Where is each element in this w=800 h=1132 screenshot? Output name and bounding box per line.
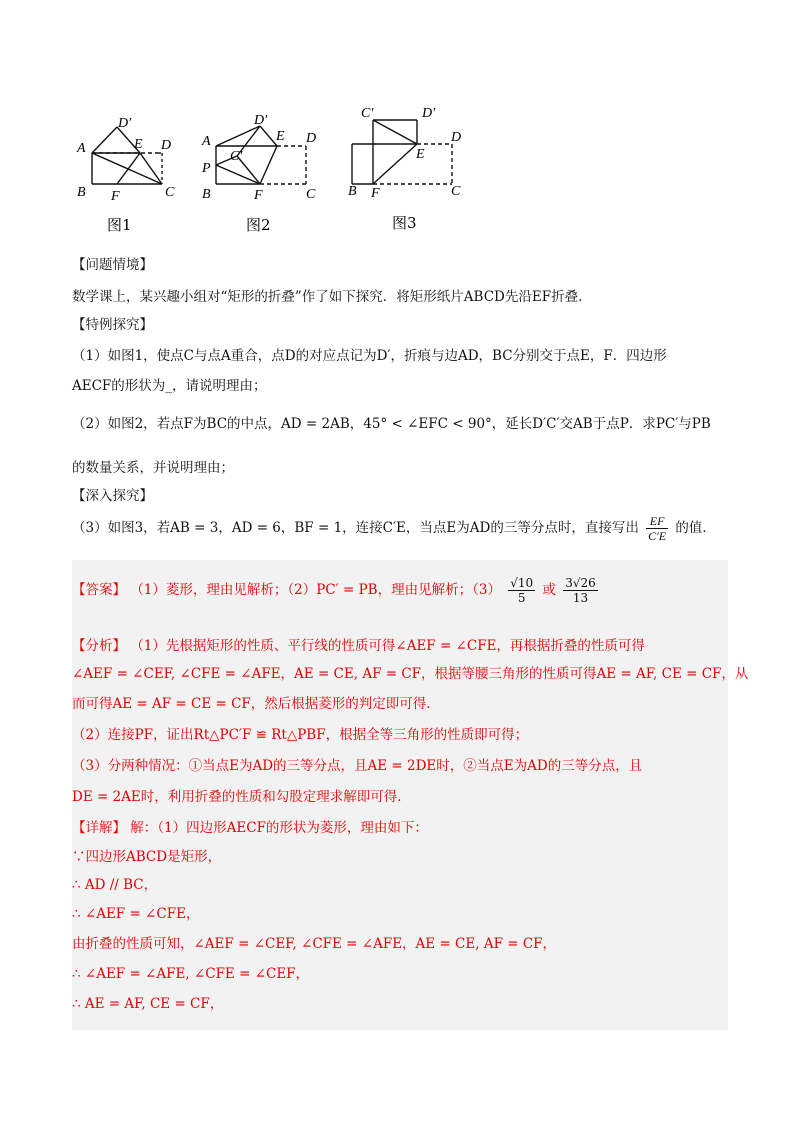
figure-1 (92, 127, 162, 184)
analysis-text-1: （1）先根据矩形的性质、平行线的性质可得∠AEF = ∠CFE，再根据折叠的性质可得 (130, 638, 645, 654)
detail-line-1 (72, 816, 428, 836)
fig1-label-A: A (77, 141, 86, 156)
fig3-label-Cprime: C′ (361, 106, 374, 121)
section-deep: 【深入探究】 (72, 488, 153, 504)
fig2-label-B: B (202, 187, 211, 202)
detail-line-7: ∴ AE = AF, CE = CF， (72, 996, 224, 1012)
detail-line-5: 由折叠的性质可知，∠AEF = ∠CEF, ∠CFE = ∠AFE，AE = CE, AF = CF， (72, 936, 557, 952)
detail-line-4: ∴ ∠AEF = ∠CFE， (72, 906, 200, 922)
question-3-line (72, 514, 716, 543)
fig1-label-D: D (161, 138, 172, 153)
analysis-label: 【分析】 (72, 638, 126, 654)
fig3-label-Dprime: D′ (422, 106, 436, 121)
answer-fraction-2 (563, 576, 598, 605)
answer-fraction-2-den: 13 (572, 591, 589, 605)
fig2-caption: 图2 (246, 216, 271, 234)
fig1-label-B: B (77, 185, 86, 200)
fig2-label-D: D (306, 131, 317, 146)
answer-line (72, 576, 601, 605)
fig1-label-Dprime: D′ (118, 116, 132, 131)
detail-line-6: ∴ ∠AEF = ∠AFE, ∠CFE = ∠CEF， (72, 966, 310, 982)
geometry-figures (70, 100, 470, 240)
question-3-fraction-num: EF (646, 514, 668, 529)
fig2-label-E: E (276, 129, 285, 144)
intro-text: 数学课上，某兴趣小组对“矩形的折叠”作了如下探究．将矩形纸片ABCD先沿EF折叠． (72, 289, 592, 305)
detail-line-2: ∵四边形ABCD是矩形， (72, 849, 222, 865)
fig2-label-Cprime: C′ (230, 149, 243, 164)
answer-text: （1）菱形，理由见解析；（2）PC′ = PB，理由见解析；（3） (130, 582, 501, 598)
fig3-label-F: F (371, 186, 380, 201)
answer-fraction-1-den: 5 (517, 591, 526, 605)
question-3-end: 的值． (675, 520, 716, 536)
fig3-label-C: C (451, 184, 461, 199)
answer-fraction-1 (508, 576, 535, 605)
analysis-line-6: DE = 2AE时，利用折叠的性质和勾股定理求解即可得． (72, 789, 411, 805)
question-2-line-1: （2）如图2，若点F为BC的中点，AD = 2AB，45° < ∠EFC < 90°，延长D′C′交AB于点P．求PC′与PB (72, 416, 711, 432)
answer-label: 【答案】 (72, 582, 126, 598)
fig3-label-D: D (451, 130, 462, 145)
fig3-label-B: B (348, 184, 357, 199)
detail-line-3: ∴ AD // BC， (72, 877, 158, 893)
analysis-line-2: ∠AEF = ∠CEF, ∠CFE = ∠AFE，AE = CE, AF = CF，根据等腰三角形的性质可得AE = AF, CE = CF，从 (72, 666, 749, 682)
analysis-line-3: 而可得AE = AF = CE = CF，然后根据菱形的判定即可得． (72, 696, 440, 712)
fig2-label-C: C (306, 187, 316, 202)
answer-fraction-1-num: √10 (510, 576, 534, 590)
fig3-label-E: E (416, 147, 425, 162)
fig2-label-A: A (202, 134, 211, 149)
answer-fraction-2-num: 3√26 (565, 576, 596, 590)
question-1-line-2: AECF的形状为_，请说明理由； (72, 378, 267, 394)
analysis-line-4: （2）连接PF，证出Rt△PC′F ≌ Rt△PBF，根据全等三角形的性质即可得； (72, 727, 529, 743)
fig3-caption: 图3 (392, 214, 417, 232)
answer-or: 或 (542, 582, 556, 598)
fig1-label-F: F (111, 189, 120, 204)
question-1-line-1: （1）如图1，使点C与点A重合，点D的对应点记为D′，折痕与边AD，BC分别交于点E，F．四边形 (72, 348, 667, 364)
question-3-fraction (646, 514, 668, 543)
question-3-text: （3）如图3，若AB = 3，AD = 6，BF = 1，连接C′E，当点E为AD的三等分点时，直接写出 (72, 520, 639, 536)
fig2-label-F: F (254, 188, 263, 203)
fig2-label-Dprime: D′ (254, 113, 268, 128)
fig1-caption: 图1 (107, 216, 132, 234)
analysis-line-1 (72, 634, 645, 654)
fig2-label-P: P (202, 161, 211, 176)
section-problem-context: 【问题情境】 (72, 257, 153, 273)
fig1-label-C: C (165, 185, 175, 200)
section-special: 【特例探究】 (72, 317, 153, 333)
detail-label: 【详解】 (72, 820, 126, 836)
question-3-fraction-den: C′E (648, 529, 667, 543)
fig1-label-E: E (134, 137, 143, 152)
question-2-line-2: 的数量关系，并说明理由； (72, 460, 234, 476)
figure-3 (352, 120, 452, 184)
detail-text-1: 解：（1）四边形AECF的形状为菱形，理由如下： (130, 820, 428, 836)
analysis-line-5: （3）分两种情况：①当点E为AD的三等分点，且AE = 2DE时，②当点E为AD的三等分点，且 (72, 758, 643, 774)
